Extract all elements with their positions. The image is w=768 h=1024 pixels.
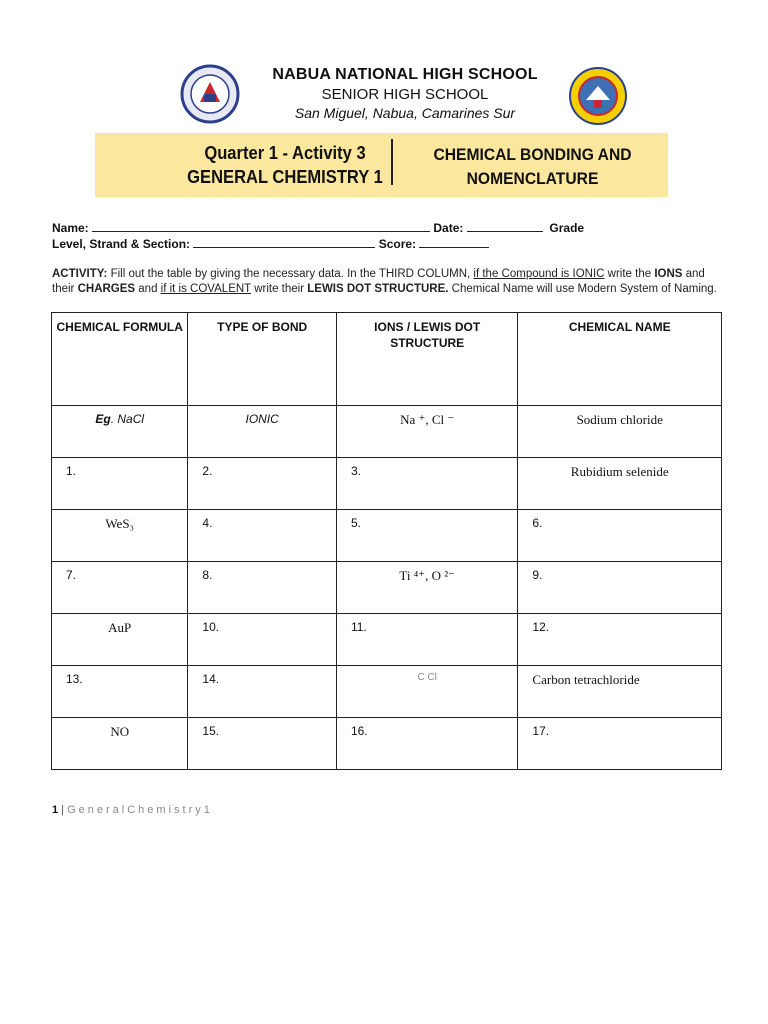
instructions: [52, 267, 722, 297]
header-formula: CHEMICAL FORMULA: [52, 313, 188, 406]
table-row: [52, 718, 722, 770]
school-level: SENIOR HIGH SCHOOL: [321, 86, 489, 103]
instr-text-1: Fill out the table by giving the necessary data. In the THIRD COLUMN,: [107, 268, 474, 280]
instr-ionic: if the Compound is IONIC: [473, 268, 605, 280]
cell-ions[interactable]: 5.: [336, 510, 517, 562]
cell-name: Rubidium selenide: [518, 458, 722, 510]
header-bond: TYPE OF BOND: [188, 313, 337, 406]
cell-ions[interactable]: 16.: [336, 718, 517, 770]
cell-formula[interactable]: 1.: [52, 458, 188, 510]
banner-divider: [391, 139, 393, 185]
cell-formula[interactable]: 7.: [52, 562, 188, 614]
cell-ions[interactable]: 3.: [336, 458, 517, 510]
table-row: [52, 562, 722, 614]
school-header: [180, 64, 630, 124]
topic-title-line2: NOMENCLATURE: [466, 169, 599, 188]
date-label: Date:: [433, 221, 464, 235]
subject-title: GENERAL CHEMISTRY 1: [187, 167, 383, 187]
chemistry-table: [51, 312, 722, 770]
table-row: [52, 666, 722, 718]
cell-formula: NO: [52, 718, 188, 770]
school-name: NABUA NATIONAL HIGH SCHOOL: [272, 66, 538, 83]
cell-name[interactable]: 17.: [518, 718, 722, 770]
grade-label: Grade: [549, 221, 585, 235]
example-name: Sodium chloride: [518, 406, 722, 458]
cell-ions[interactable]: 11.: [336, 614, 517, 666]
cell-bond[interactable]: 15.: [188, 718, 337, 770]
example-formula-text: . NaCl: [110, 412, 145, 426]
cell-formula: AuP: [52, 614, 188, 666]
level-field[interactable]: [193, 237, 375, 248]
activity-banner: [95, 133, 668, 197]
cell-bond[interactable]: 4.: [188, 510, 337, 562]
page-footer: [52, 804, 213, 816]
instr-charges: CHARGES: [77, 283, 136, 295]
instr-ions: IONS: [654, 268, 683, 280]
table-row: [52, 458, 722, 510]
example-ions: Na ⁺, Cl ⁻: [336, 406, 517, 458]
cell-name[interactable]: 12.: [518, 614, 722, 666]
table-row: [52, 510, 722, 562]
footer-text: GeneralChemistry1: [67, 804, 213, 816]
student-fields: [52, 220, 584, 252]
instr-text-5: write their: [251, 283, 308, 295]
example-bond: IONIC: [188, 406, 337, 458]
cell-name: Carbon tetrachloride: [518, 666, 722, 718]
footer-separator: |: [58, 804, 68, 816]
cell-bond[interactable]: 2.: [188, 458, 337, 510]
table-row: [52, 614, 722, 666]
instr-text-2: write the: [604, 268, 655, 280]
activity-label: ACTIVITY:: [52, 268, 108, 280]
cell-ions: Ti ⁴⁺, O ²⁻: [336, 562, 517, 614]
deped-seal-icon: [180, 64, 240, 124]
topic-title-line1: CHEMICAL BONDING AND: [433, 145, 632, 164]
cell-bond[interactable]: 14.: [188, 666, 337, 718]
cell-name[interactable]: 6.: [518, 510, 722, 562]
header-name: CHEMICAL NAME: [518, 313, 722, 406]
lewis-structure: C Cl: [336, 666, 517, 718]
cell-name[interactable]: 9.: [518, 562, 722, 614]
example-prefix: Eg: [95, 412, 111, 426]
quarter-activity: Quarter 1 - Activity 3: [204, 143, 366, 163]
level-label: Level, Strand & Section:: [52, 237, 191, 251]
page-number: 1: [52, 804, 59, 816]
cell-formula[interactable]: 13.: [52, 666, 188, 718]
school-address: San Miguel, Nabua, Camarines Sur: [294, 105, 516, 121]
date-field[interactable]: [467, 221, 543, 232]
name-label: Name:: [52, 221, 89, 235]
table-header-row: [52, 313, 722, 406]
school-seal-icon: [568, 66, 628, 126]
score-field[interactable]: [419, 237, 489, 248]
name-field[interactable]: [92, 221, 430, 232]
example-row: [52, 406, 722, 458]
cell-bond[interactable]: 10.: [188, 614, 337, 666]
instr-text-3: and their: [52, 268, 705, 295]
score-label: Score:: [378, 237, 417, 251]
cell-bond[interactable]: 8.: [188, 562, 337, 614]
instr-text-4: and: [135, 283, 161, 295]
instr-covalent: if it is COVALENT: [160, 283, 251, 295]
header-ions: IONS / LEWIS DOT STRUCTURE: [336, 313, 517, 406]
cell-formula: WeS₃: [52, 510, 188, 562]
instr-lewis: LEWIS DOT STRUCTURE.: [307, 283, 449, 295]
instr-text-6: Chemical Name will use Modern System of Naming.: [448, 283, 717, 295]
example-formula: [52, 406, 188, 458]
